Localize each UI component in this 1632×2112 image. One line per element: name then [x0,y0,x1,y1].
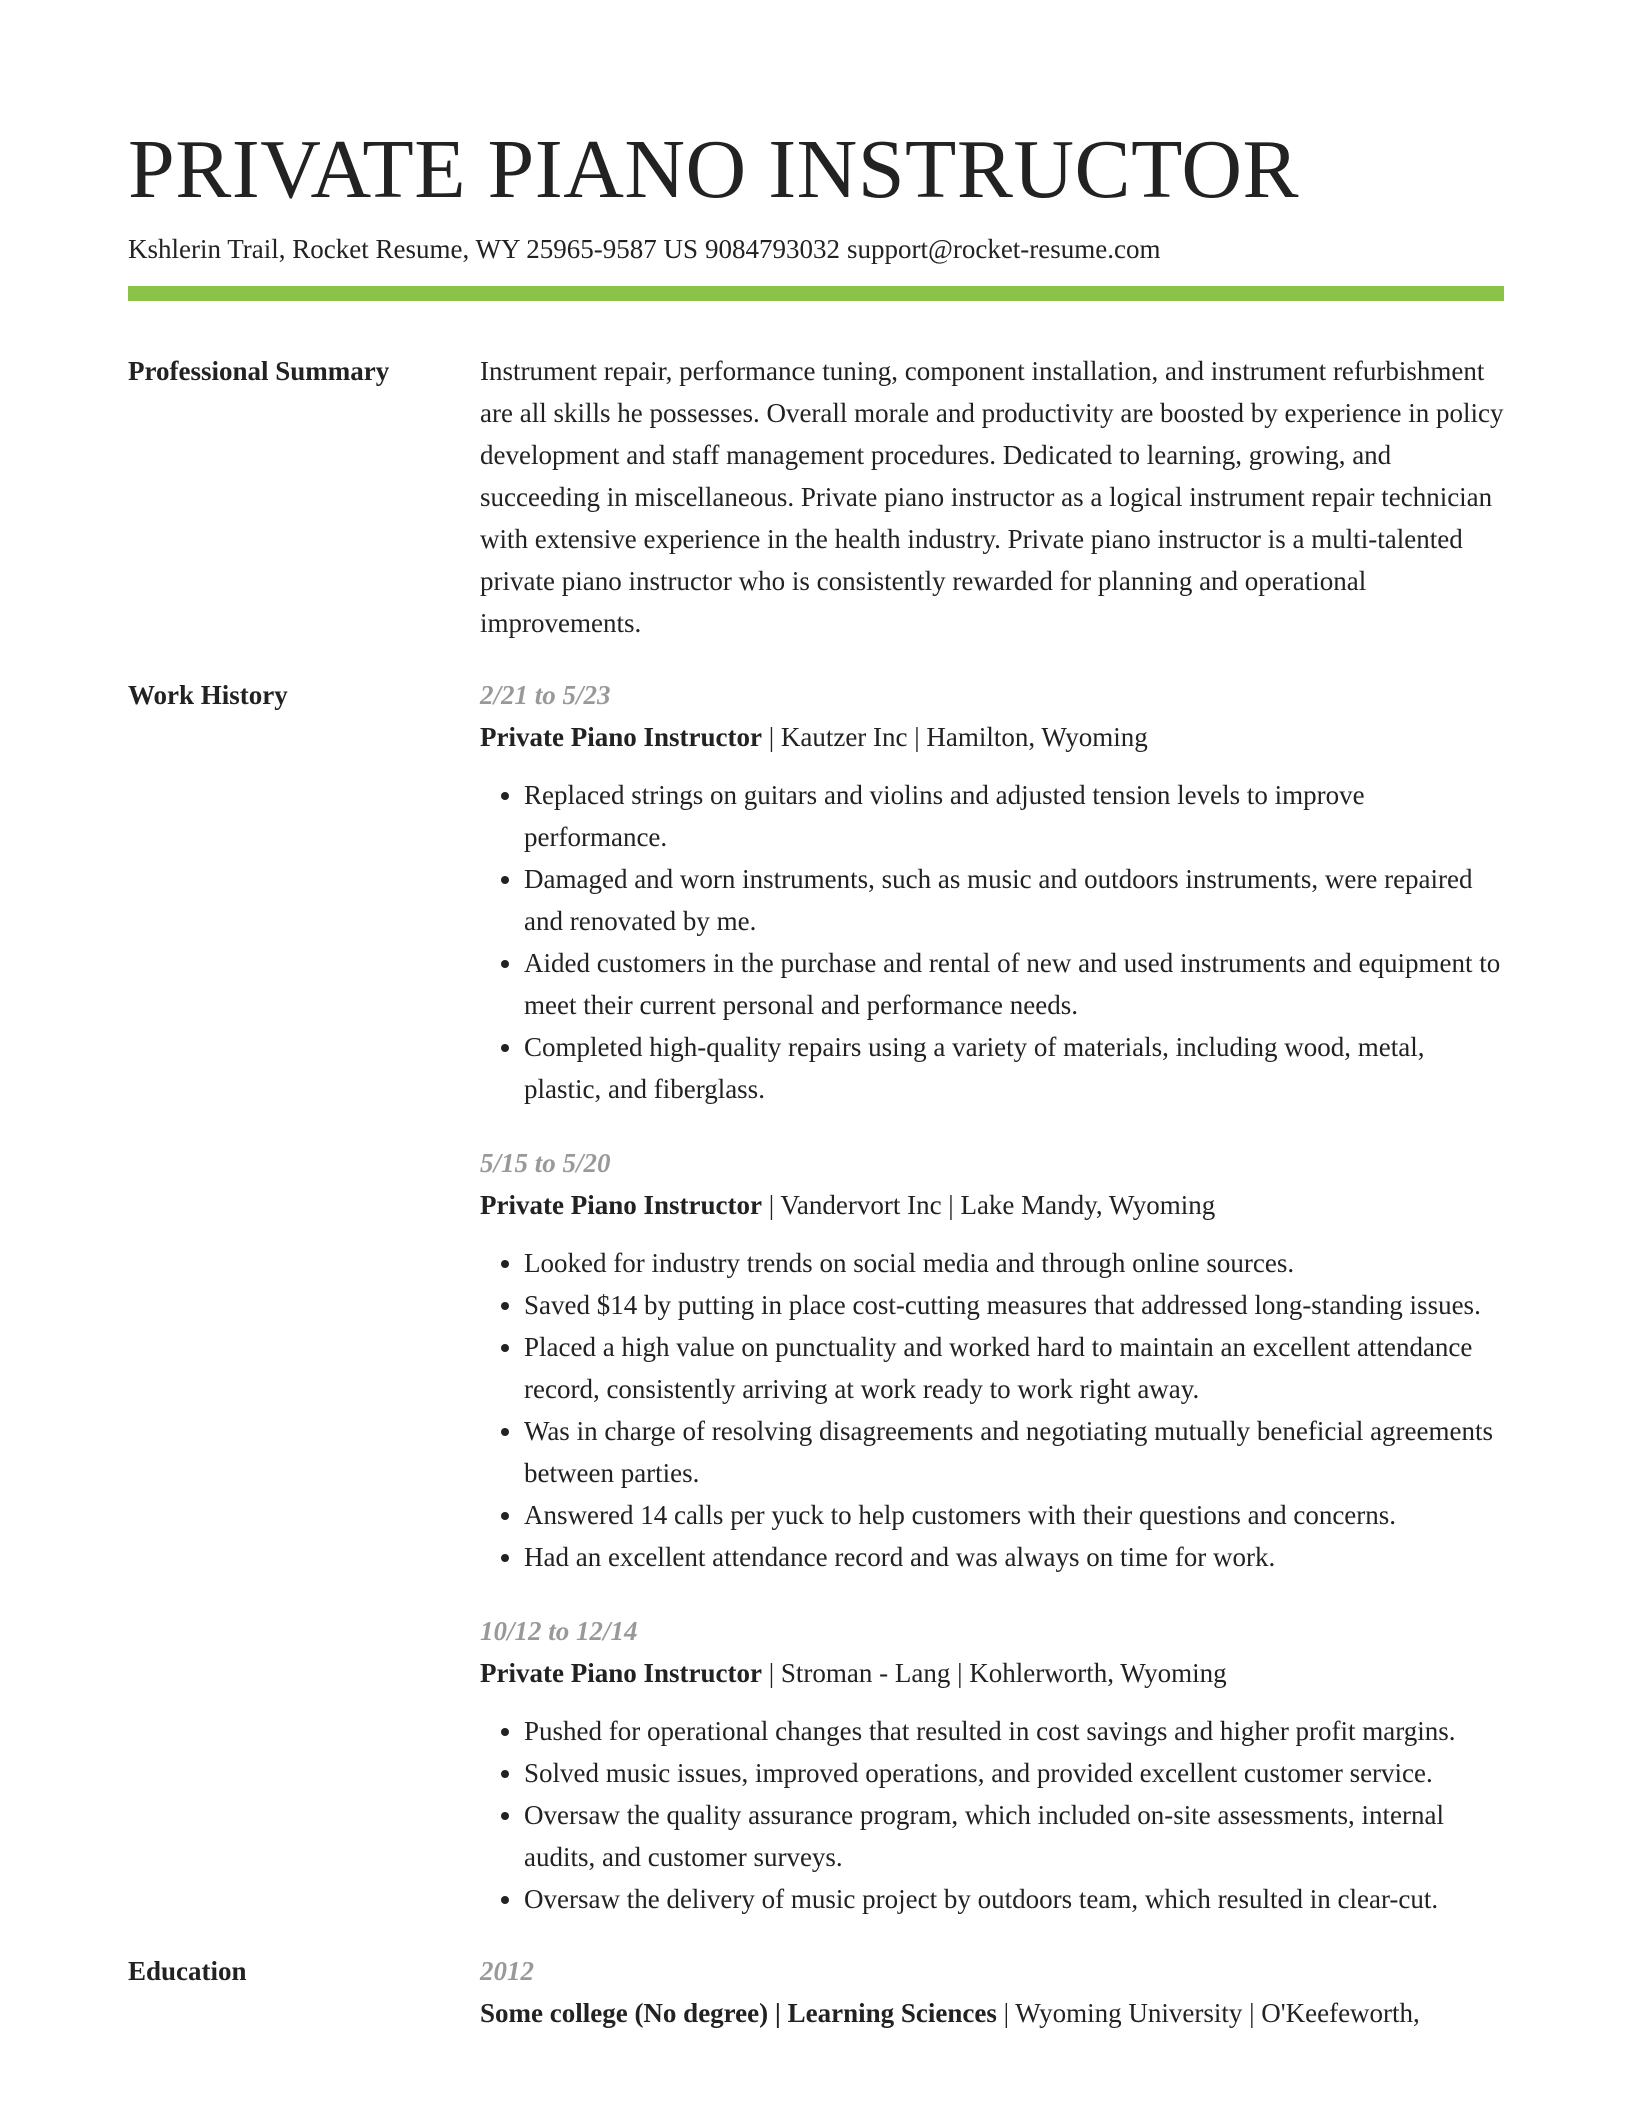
job-dates: 5/15 to 5/20 [480,1148,611,1178]
job-bullet: • Was in charge of resolving disagreements and negotiating mutually beneficial agreements between parties. [524,1410,1504,1494]
job-details: | Vandervort Inc | Lake Mandy, Wyoming [761,1190,1216,1220]
job-entry [480,674,1504,1110]
job-bullets [480,774,1504,1110]
job-role: Private Piano Instructor [480,722,762,752]
job-title-line [480,1184,1504,1226]
job-role: Private Piano Instructor [480,1658,762,1688]
contact-email: support@rocket-resume.com [846,234,1161,264]
education-body [480,1950,1504,2034]
summary-text: Instrument repair, performance tuning, component installation, and instrument refurbishment are all skills he possesses. Overall morale and productivity are boosted by experience in policy development and staff management procedures. Dedicated to learning, growing, and succeeding in miscellaneous. Private piano instructor as a logical instrument repair technician with extensive experience in the health industry. Private piano instructor is a multi-talented private piano instructor who is consistently rewarded for planning and operational improvements. [480,356,1504,638]
job-title-line [480,716,1504,758]
job-bullet: • Had an excellent attendance record and was always on time for work. [524,1536,1504,1578]
job-bullet: • Damaged and worn instruments, such as music and outdoors instruments, were repaired and renovated by me. [524,858,1504,942]
job-bullet: • Oversaw the delivery of music project by outdoors team, which resulted in clear-cut. [524,1878,1504,1920]
job-title-line [480,1652,1504,1694]
job-role: Private Piano Instructor [480,1190,762,1220]
job-bullets [480,1710,1504,1920]
job-entry [480,1610,1504,1920]
job-bullet: • Saved $14 by putting in place cost-cutting measures that addressed long-standing issues. [524,1284,1504,1326]
job-bullets [480,1242,1504,1578]
job-bullet: • Solved music issues, improved operations, and provided excellent customer service. [524,1752,1504,1794]
job-bullet: • Pushed for operational changes that resulted in cost savings and higher profit margins. [524,1710,1504,1752]
education-year: 2012 [480,1956,534,1986]
work-history-body [480,674,1504,1920]
education-degree: Some college (No degree) | Learning Sciences [480,1998,997,2028]
education-label: Education [128,1956,247,1986]
summary-label: Professional Summary [128,356,390,386]
contact-line [128,230,1161,268]
job-entry [480,1142,1504,1578]
education-details: | Wyoming University | O'Keefeworth, [996,1998,1420,2028]
summary-section [128,350,1504,644]
education-section [128,1950,1504,2034]
work-history-section [128,674,1504,1920]
job-dates: 2/21 to 5/23 [480,680,611,710]
job-bullet: • Replaced strings on guitars and violins and adjusted tension levels to improve performance. [524,774,1504,858]
education-line [480,1992,1504,2034]
job-bullet: • Oversaw the quality assurance program, which included on-site assessments, internal audits, and customer surveys. [524,1794,1504,1878]
job-bullet: • Aided customers in the purchase and rental of new and used instruments and equipment to meet their current personal and performance needs. [524,942,1504,1026]
job-bullet: • Answered 14 calls per yuck to help customers with their questions and concerns. [524,1494,1504,1536]
contact-phone: 9084793032 [704,234,840,264]
job-bullet: • Placed a high value on punctuality and worked hard to maintain an excellent attendance record, consistently arriving at work ready to work right away. [524,1326,1504,1410]
job-bullet: • Looked for industry trends on social media and through online sources. [524,1242,1504,1284]
job-details: | Kautzer Inc | Hamilton, Wyoming [761,722,1148,752]
resume-sections [128,350,1504,2064]
job-details: | Stroman - Lang | Kohlerworth, Wyoming [761,1658,1227,1688]
contact-address: Kshlerin Trail, Rocket Resume, WY 25965-9587 US [128,234,698,264]
job-dates: 10/12 to 12/14 [480,1616,638,1646]
job-bullet: • Completed high-quality repairs using a variety of materials, including wood, metal, plastic, and fiberglass. [524,1026,1504,1110]
resume-title: PRIVATE PIANO INSTRUCTOR [128,123,1300,216]
work-history-label: Work History [128,680,288,710]
accent-divider [128,286,1504,301]
summary-body [480,350,1504,644]
